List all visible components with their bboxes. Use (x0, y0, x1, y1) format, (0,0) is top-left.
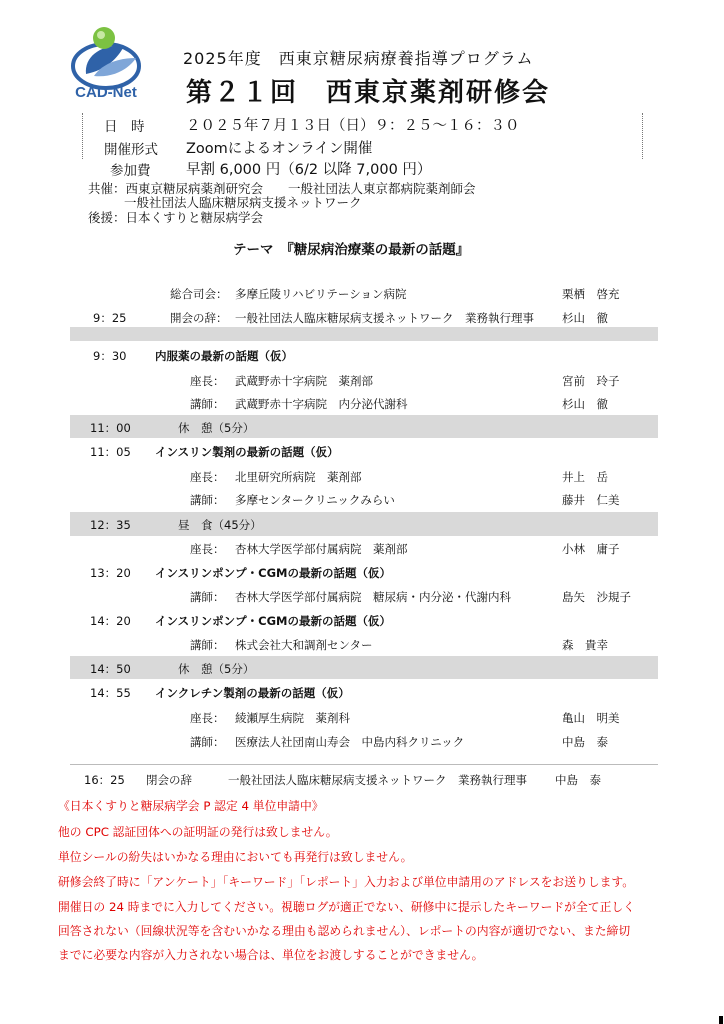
session3-chair-name: 小林 庸子 (562, 542, 620, 556)
session1-lecturer-role: 講師： (190, 397, 225, 411)
session4-title: インスリンポンプ・CGMの最新の話題（仮） (155, 614, 391, 628)
session3-chair-org: 杏林大学医学部付属病院 薬剤部 (235, 542, 408, 556)
break1-label: 休 憩（5分） (178, 421, 255, 435)
session5-lecturer-role: 講師： (190, 735, 225, 749)
session2-lecturer-org: 多摩センタークリニックみらい (235, 493, 395, 507)
session3-title: インスリンポンプ・CGMの最新の話題（仮） (155, 566, 391, 580)
session5-lecturer-org: 医療法人社団南山寿会 中島内科クリニック (235, 735, 465, 749)
session3-lecturer-name: 島矢 沙規子 (562, 590, 631, 604)
session5-chair-name: 亀山 明美 (562, 711, 620, 725)
session1-chair-role: 座長： (190, 374, 225, 388)
corner-mark (719, 1016, 723, 1024)
session5-chair-org: 綾瀬厚生病院 薬剤科 (235, 711, 350, 725)
program-name: 2025年度 西東京糖尿病療養指導プログラム (183, 49, 534, 68)
close-org: 一般社団法人臨床糖尿病支援ネットワーク 業務執行理事 (228, 773, 527, 787)
note-credit: 《日本くすりと糖尿病学会 P 認定 4 単位申請中》 (58, 799, 324, 813)
break-band-1 (70, 415, 658, 438)
open-org: 一般社団法人臨床糖尿病支援ネットワーク 業務執行理事 (235, 311, 534, 325)
lunch-label: 昼 食（45分） (178, 518, 262, 532)
session5-chair-role: 座長： (190, 711, 225, 725)
bottom-rule (70, 764, 658, 765)
note-deadline-2: 回答されない（回線状況等を含むいかなる理由も認められません）、レポートの内容が適切でない、また締切 (58, 924, 631, 938)
left-dotted-divider (82, 113, 83, 159)
session1-lecturer-org: 武蔵野赤十字病院 内分泌代謝科 (235, 397, 408, 411)
note-address: 研修会終了時に「アンケート」「キーワード」「レポート」入力および単位申請用のアドレスをお送りします。 (58, 875, 635, 889)
session4-time: 14：20 (90, 614, 131, 628)
session2-lecturer-name: 藤井 仁美 (562, 493, 620, 507)
close-name: 中島 泰 (555, 773, 601, 787)
session2-chair-name: 井上 岳 (562, 470, 608, 484)
moderator-name: 栗栖 啓充 (562, 287, 620, 301)
session1-title: 内服薬の最新の話題（仮） (155, 349, 293, 363)
session5-lecturer-name: 中島 泰 (562, 735, 608, 749)
session4-lecturer-role: 講師： (190, 638, 225, 652)
moderator-org: 多摩丘陵リハビリテーション病院 (235, 287, 407, 301)
session1-chair-org: 武蔵野赤十字病院 薬剤部 (235, 374, 373, 388)
session2-chair-role: 座長： (190, 470, 225, 484)
session3-lecturer-role: 講師： (190, 590, 225, 604)
format-label: 開催形式 (104, 142, 158, 158)
right-dotted-divider (642, 113, 643, 159)
logo-text: CAD-Net (75, 84, 137, 101)
moderator-role: 総合司会： (170, 287, 228, 301)
break2-time: 14：50 (90, 662, 131, 676)
session5-time: 14：55 (90, 686, 131, 700)
separator-band (70, 327, 658, 341)
open-name: 杉山 徹 (562, 311, 608, 325)
open-time: 9：25 (93, 311, 127, 325)
date-label: 日 時 (104, 119, 145, 135)
note-deadline-1: 開催日の 24 時までに入力してください。視聴ログが適正でない、研修中に提示したキーワードが全て正しく (58, 900, 635, 914)
session1-time: 9：30 (93, 349, 127, 363)
session4-lecturer-org: 株式会社大和調剤センター (235, 638, 373, 652)
session2-time: 11：05 (90, 445, 131, 459)
co-organizers-2: 一般社団法人臨床糖尿病支援ネットワーク (124, 195, 362, 210)
session4-lecturer-name: 森 貴幸 (562, 638, 608, 652)
session1-chair-name: 宮前 玲子 (562, 374, 620, 388)
session3-lecturer-org: 杏林大学医学部付属病院 糖尿病・内分泌・代謝内科 (235, 590, 511, 604)
co-organizers: 共催：西東京糖尿病薬剤研究会 一般社団法人東京都病院薬剤師会 (88, 181, 476, 196)
session3-time: 13：20 (90, 566, 131, 580)
close-time: 16：25 (84, 773, 125, 787)
note-deadline-3: までに必要な内容が入力されない場合は、単位をお渡しすることができません。 (58, 948, 484, 962)
session5-title: インクレチン製剤の最新の話題（仮） (155, 686, 350, 700)
break2-label: 休 憩（5分） (178, 662, 255, 676)
theme-title: テーマ 『糖尿病治療薬の最新の話題』 (233, 242, 470, 258)
lunch-time: 12：35 (90, 518, 131, 532)
format-value: Zoomによるオンライン開催 (186, 141, 373, 157)
lunch-band (70, 512, 658, 536)
session3-chair-role: 座長： (190, 542, 225, 556)
note-seal: 単位シールの紛失はいかなる理由においても再発行は致しません。 (58, 850, 413, 864)
fee-label: 参加費 (110, 163, 151, 179)
session1-lecturer-name: 杉山 徹 (562, 397, 608, 411)
fee-value: 早割 6,000 円（6/2 以降 7,000 円） (186, 162, 432, 178)
supporter: 後援：日本くすりと糖尿病学会 (88, 210, 264, 225)
date-value: ２０２５年７月１３日（日）９：２５～１６：３０ (186, 118, 520, 134)
open-role: 開会の辞： (170, 311, 228, 325)
close-role: 閉会の辞 (146, 773, 192, 787)
break1-time: 11：00 (90, 421, 131, 435)
session2-title: インスリン製剤の最新の話題（仮） (155, 445, 339, 459)
break-band-2 (70, 656, 658, 679)
session2-lecturer-role: 講師： (190, 493, 225, 507)
session2-chair-org: 北里研究所病院 薬剤部 (235, 470, 362, 484)
page-title: 第２１回 西東京薬剤研修会 (186, 78, 551, 108)
note-cpc: 他の CPC 認証団体への証明証の発行は致しません。 (58, 825, 338, 839)
